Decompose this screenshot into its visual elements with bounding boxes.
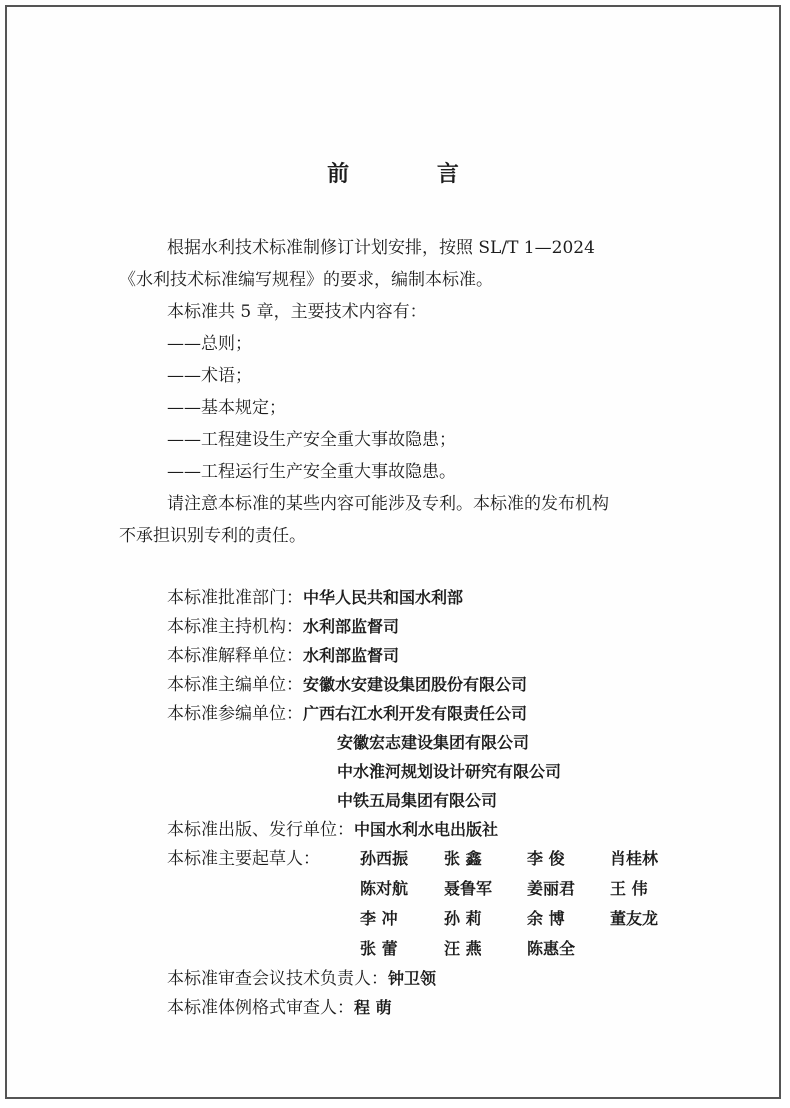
publisher-value: 中国水利水电出版社 bbox=[354, 820, 499, 839]
drafter-name: 张 鑫 bbox=[444, 849, 482, 868]
intro-section bbox=[7, 7, 779, 1097]
drafter-name: 聂鲁军 bbox=[444, 879, 493, 898]
host-label: 本标准主持机构： bbox=[167, 617, 303, 637]
format-reviewer-value: 程 萌 bbox=[354, 998, 392, 1017]
participant-unit: 广西右江水利开发有限责任公司 bbox=[303, 704, 528, 723]
list-item: ——基本规定； bbox=[167, 398, 286, 418]
participants-row bbox=[167, 703, 527, 725]
drafters-label: 本标准主要起草人： bbox=[167, 849, 320, 869]
host-value: 水利部监督司 bbox=[303, 617, 400, 636]
drafter-name: 姜丽君 bbox=[527, 879, 576, 898]
chief-editor-row bbox=[167, 674, 527, 696]
format-reviewer-label: 本标准体例格式审查人： bbox=[167, 998, 354, 1018]
tech-reviewer-value: 钟卫领 bbox=[388, 969, 437, 988]
tech-reviewer-label: 本标准审查会议技术负责人： bbox=[167, 969, 388, 989]
drafter-name: 李 冲 bbox=[360, 909, 398, 928]
drafter-name: 王 伟 bbox=[610, 879, 648, 898]
drafter-name: 陈对航 bbox=[360, 879, 409, 898]
document-page bbox=[5, 5, 781, 1099]
paragraph-3-line-1: 请注意本标准的某些内容可能涉及专利。本标准的发布机构 bbox=[167, 494, 609, 514]
drafter-name: 李 俊 bbox=[527, 849, 565, 868]
participants-label: 本标准参编单位： bbox=[167, 704, 303, 724]
drafter-name: 陈惠全 bbox=[527, 939, 576, 958]
paragraph-1-line-2: 《水利技术标准编写规程》的要求，编制本标准。 bbox=[119, 270, 493, 290]
approval-row bbox=[167, 587, 463, 609]
publisher-row bbox=[167, 819, 498, 841]
host-row bbox=[167, 616, 399, 638]
list-item: ——工程建设生产安全重大事故隐患； bbox=[167, 430, 456, 450]
list-item: ——术语； bbox=[167, 366, 252, 386]
interpret-row bbox=[167, 645, 399, 667]
page-title: 前 言 bbox=[327, 162, 499, 187]
drafter-name: 董友龙 bbox=[610, 909, 659, 928]
participant-unit: 安徽宏志建设集团有限公司 bbox=[337, 733, 530, 752]
drafters-row bbox=[167, 848, 320, 870]
publisher-label: 本标准出版、发行单位： bbox=[167, 820, 354, 840]
approval-label: 本标准批准部门： bbox=[167, 588, 303, 608]
list-item: ——总则； bbox=[167, 334, 252, 354]
chief-editor-label: 本标准主编单位： bbox=[167, 675, 303, 695]
drafter-name: 孙 莉 bbox=[444, 909, 482, 928]
tech-reviewer-row bbox=[167, 968, 436, 990]
chief-editor-value: 安徽水安建设集团股份有限公司 bbox=[303, 675, 528, 694]
interpret-value: 水利部监督司 bbox=[303, 646, 400, 665]
paragraph-1-line-1: 根据水利技术标准制修订计划安排，按照 SL/T 1—2024 bbox=[167, 238, 595, 258]
list-item: ——工程运行生产安全重大事故隐患。 bbox=[167, 462, 456, 482]
interpret-label: 本标准解释单位： bbox=[167, 646, 303, 666]
paragraph-3-line-2: 不承担识别专利的责任。 bbox=[119, 526, 306, 546]
format-reviewer-row bbox=[167, 997, 392, 1019]
drafter-name: 汪 燕 bbox=[444, 939, 482, 958]
paragraph-2: 本标准共 5 章，主要技术内容有： bbox=[167, 302, 427, 322]
drafter-name: 张 蕾 bbox=[360, 939, 398, 958]
participant-unit: 中铁五局集团有限公司 bbox=[337, 791, 498, 810]
drafter-name: 孙西振 bbox=[360, 849, 409, 868]
approval-value: 中华人民共和国水利部 bbox=[303, 588, 464, 607]
drafter-name: 余 博 bbox=[527, 909, 565, 928]
drafter-name: 肖桂林 bbox=[610, 849, 659, 868]
participant-unit: 中水淮河规划设计研究有限公司 bbox=[337, 762, 562, 781]
